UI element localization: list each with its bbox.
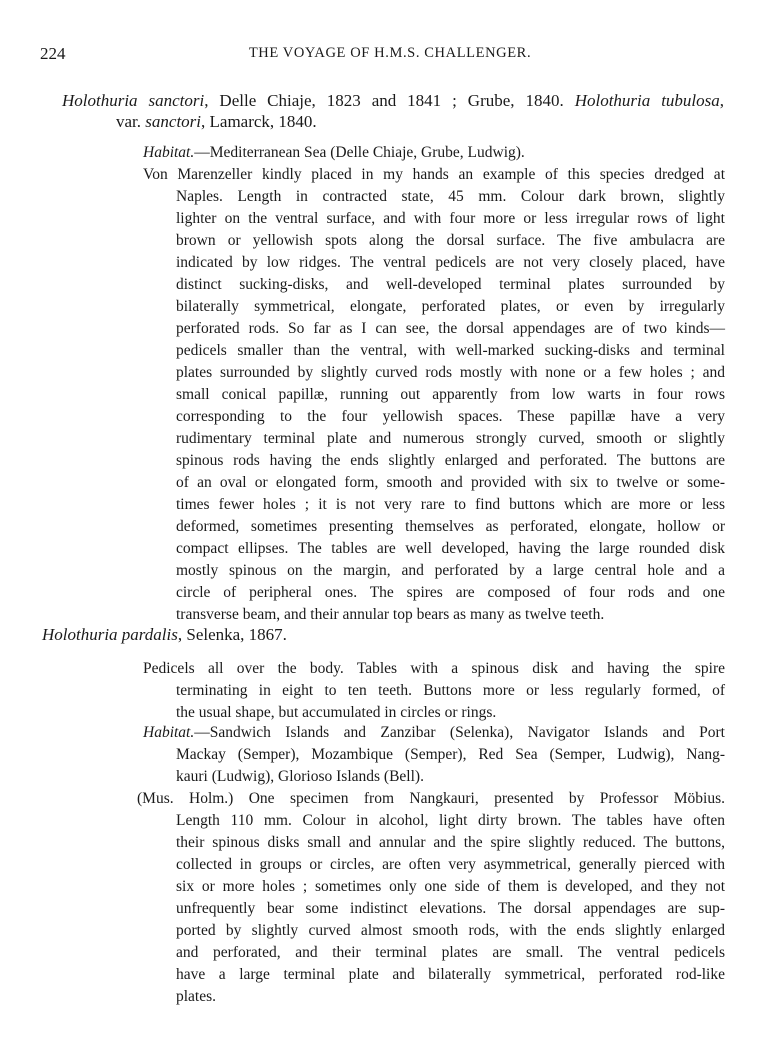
specimen-line: their spinous disks small and annular and the spire slightly reduced. The buttons, (176, 834, 725, 851)
habitat-line (143, 722, 725, 744)
habitat-text: —Mediterranean Sea (Delle Chiaje, Grube, Ludwig). (194, 144, 525, 161)
running-header (40, 44, 740, 66)
paragraph-line: perforated rods. So far as I can see, the dorsal appendages are of two kinds— (176, 320, 725, 337)
paragraph-line: spinous rods having the ends slightly enlarged and perforated. The buttons are (176, 452, 725, 469)
paragraph-line: circle of peripheral ones. The spires are composed of four rods and one (176, 584, 725, 601)
habitat-line: kauri (Ludwig), Glorioso Islands (Bell). (176, 768, 424, 785)
specimen-line: plates. (176, 988, 217, 1005)
habitat-text: —Sandwich Islands and Zanzibar (Selenka), Navigator Islands and Port (194, 724, 725, 741)
species-authority: , Selenka, 1867. (177, 625, 287, 644)
paragraph-line: corresponding to the four yellowish spaces. These papillæ have a very (176, 408, 725, 425)
species-heading-sanctori: Holothuria sanctori, Delle Chiaje, 1823 and 1841 ; Grube, 1840. Holothuria tubulosa, (62, 91, 725, 110)
specimen-line: (Mus. Holm.) One specimen from Nangkauri, presented by Professor Möbius. (137, 790, 725, 807)
paragraph-line: pedicels smaller than the ventral, with well-marked sucking-disks and terminal (176, 342, 725, 359)
paragraph-line: Von Marenzeller kindly placed in my hands an example of this species dredged at (143, 166, 725, 183)
paragraph-line: bilaterally symmetrical, elongate, perforated plates, or even by irregularly (176, 298, 725, 315)
paragraph-line: small conical papillæ, running out apparently from low warts in four rows (176, 386, 725, 403)
description-line: Pedicels all over the body. Tables with a spinous disk and having the spire (143, 660, 725, 677)
species-name: Holothuria sanctori (62, 91, 205, 110)
page-number: 224 (40, 44, 66, 63)
specimen-line: ported by slightly curved almost smooth rods, with the ends slightly enlarged (176, 922, 725, 939)
synonym-name: Holothuria tubulosa (574, 91, 720, 110)
species-name: Holothuria pardalis (42, 625, 178, 644)
paragraph-line: lighter on the ventral surface, and with four more or less irregular rows of light (176, 210, 725, 227)
synonym-authors: , Delle Chiaje, 1823 and 1841 ; Grube, 1840. (204, 91, 564, 110)
paragraph-line: rudimentary terminal plate and numerous strongly curved, smooth or slightly (176, 430, 725, 447)
paragraph-line: brown or yellowish spots along the dorsal surface. The five ambulacra are (176, 232, 725, 249)
species-heading-pardalis (42, 624, 287, 646)
paragraph-line: of an oval or elongated form, smooth and provided with six to twelve or some- (176, 474, 725, 491)
specimen-line: Length 110 mm. Colour in alcohol, light dirty brown. The tables have often (176, 812, 725, 829)
paragraph-line: distinct sucking-disks, and well-developed terminal plates surrounded by (176, 276, 725, 293)
specimen-line: unfrequently bear some indistinct elevations. The dorsal appendages are sup- (176, 900, 725, 917)
specimen-line: and perforated, and their terminal plates are small. The ventral pedicels (176, 944, 725, 961)
running-title: THE VOYAGE OF H.M.S. CHALLENGER. (248, 45, 532, 61)
paragraph-line: deformed, sometimes presenting themselves as perforated, elongate, hollow or (176, 518, 725, 535)
synonym-line-2: var. sanctori, Lamarck, 1840. (116, 112, 317, 131)
specimen-line: six or more holes ; sometimes only one side of them is developed, and they not (176, 878, 725, 895)
specimen-line: have a large terminal plate and bilaterally symmetrical, perforated rod-like (176, 966, 725, 983)
paragraph-line: transverse beam, and their annular top bears as many as twelve teeth. (176, 606, 605, 623)
habitat-line: Mackay (Semper), Mozambique (Semper), Red Sea (Semper, Ludwig), Nang- (176, 746, 725, 763)
habitat-label: Habitat. (143, 144, 195, 161)
description-line: the usual shape, but accumulated in circles or rings. (176, 704, 497, 721)
paragraph-line: mostly spinous on the margin, and perforated by a large central hole and a (176, 562, 725, 579)
specimen-line: collected in groups or circles, are often very asymmetrical, generally pierced with (176, 856, 725, 873)
paragraph-line: times fewer holes ; it is not very rare to find buttons which are more or less (176, 496, 725, 513)
variety-name: sanctori (145, 112, 202, 131)
habitat-label: Habitat. (143, 724, 195, 741)
paragraph-line: compact ellipses. The tables are well developed, having the large rounded disk (176, 540, 725, 557)
description-line: terminating in eight to ten teeth. Buttons more or less regularly formed, of (176, 682, 725, 699)
paragraph-line: Naples. Length in contracted state, 45 mm. Colour dark brown, slightly (176, 188, 725, 205)
habitat-line (143, 142, 525, 164)
paragraph-line: plates surrounded by slightly curved rods mostly with none or a few holes ; and (176, 364, 725, 381)
paragraph-line: indicated by low ridges. The ventral pedicels are not very closely placed, have (176, 254, 725, 271)
